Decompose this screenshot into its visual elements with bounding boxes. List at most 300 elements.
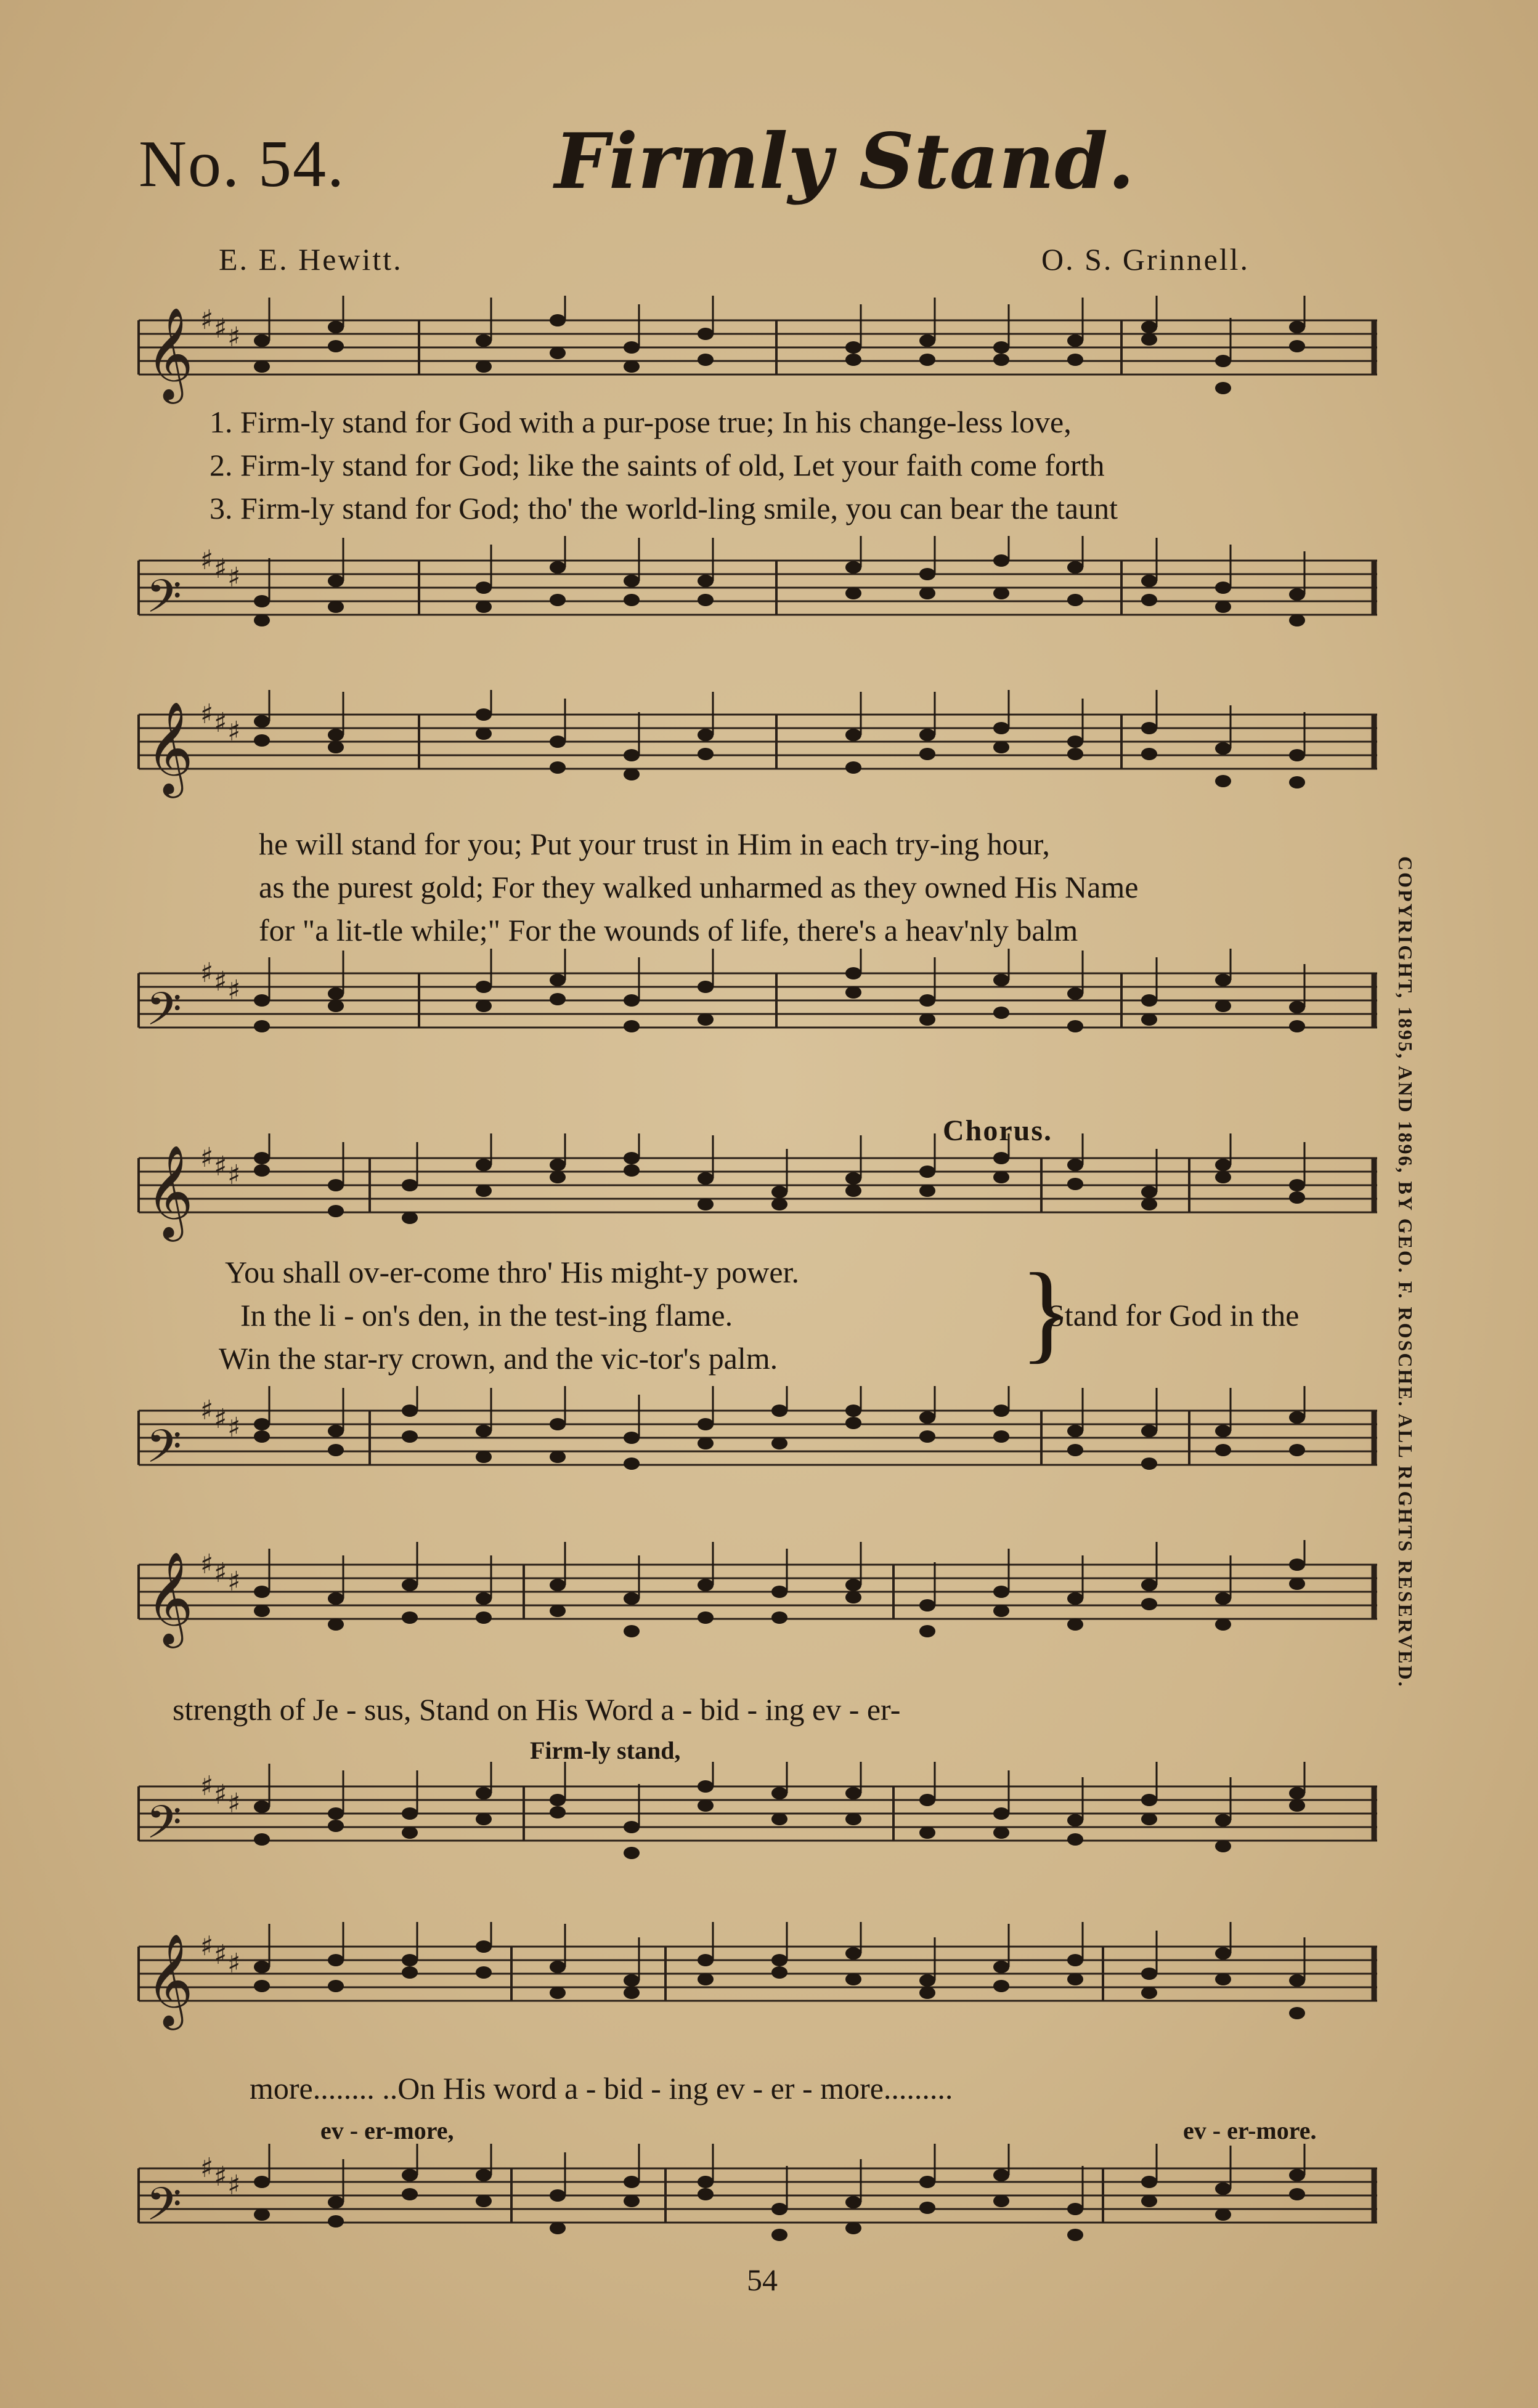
sharp-icon: ♯: [227, 1788, 241, 1819]
note-head: [1215, 1814, 1231, 1826]
sharp-icon: ♯: [200, 699, 214, 730]
note-head: [1215, 974, 1231, 986]
note-head: [402, 1807, 418, 1820]
system-5-bass-text-right: ev - er-more.: [1183, 2117, 1317, 2144]
note-head: [328, 601, 344, 613]
note-head: [1141, 1186, 1157, 1198]
note-head: [1067, 1020, 1083, 1032]
note-head: [919, 334, 935, 347]
sharp-icon: ♯: [227, 562, 241, 593]
note-head: [1141, 1457, 1157, 1470]
system-1-treble-staff: [0, 296, 1538, 407]
note-head: [1289, 2169, 1305, 2181]
note-head: [698, 1579, 714, 1591]
note-head: [919, 587, 935, 599]
sharp-icon: ♯: [200, 957, 214, 989]
note-head: [328, 1820, 344, 1832]
page-number: 54: [747, 2263, 778, 2297]
system-2-verse-1: he will stand for you; Put your trust in Him in each try-ing hour,: [259, 827, 1050, 861]
note-head: [1141, 1013, 1157, 1026]
note-head: [1215, 582, 1231, 594]
note-head: [845, 1185, 861, 1197]
note-head: [254, 734, 270, 747]
note-head: [254, 1980, 270, 1992]
note-head: [1215, 2208, 1231, 2221]
note-head: [698, 575, 714, 587]
note-head: [328, 1980, 344, 1992]
system-2-treble-staff: [0, 690, 1538, 801]
treble-clef-icon: 𝄞: [146, 306, 193, 400]
note-head: [476, 1787, 492, 1799]
note-head: [919, 354, 935, 366]
note-head: [1215, 742, 1231, 755]
note-head: [1141, 1198, 1157, 1210]
system-1-verse-2: 2. Firm-ly stand for God; like the saints of old, Let your faith come forth: [210, 448, 1105, 482]
note-head: [402, 1966, 418, 1979]
note-head: [550, 1451, 566, 1463]
note-head: [476, 708, 492, 721]
note-head: [476, 1611, 492, 1624]
note-head: [402, 2188, 418, 2200]
note-head: [550, 1806, 566, 1818]
bass-clef-icon: 𝄢: [146, 1420, 182, 1485]
chorus-text: Stand for God in the: [1048, 1298, 1300, 1332]
note-head: [550, 561, 566, 574]
note-head: [1067, 1833, 1083, 1846]
note-head: [402, 1212, 418, 1224]
system-4-lyric: strength of Je - sus, Stand on His Word a - bid - ing ev - er-: [173, 1692, 901, 1727]
note-head: [845, 561, 861, 574]
sharp-icon: ♯: [200, 1395, 214, 1426]
system-5-bass-text-left: ev - er-more,: [320, 2117, 454, 2144]
note-head: [1067, 1592, 1083, 1605]
note-head: [1067, 334, 1083, 347]
note-head: [328, 340, 344, 352]
sharp-icon: ♯: [200, 2152, 214, 2184]
sharp-icon: ♯: [200, 545, 214, 576]
system-3-verse-3: Win the star-ry crown, and the vic-tor's palm.: [219, 1341, 778, 1376]
note-head: [1067, 1814, 1083, 1826]
lyricist-credit: E. E. Hewitt.: [219, 242, 403, 277]
note-head: [993, 587, 1009, 599]
note-head: [771, 1186, 787, 1198]
note-head: [919, 1826, 935, 1839]
note-head: [1215, 1618, 1231, 1631]
note-head: [845, 729, 861, 741]
sharp-icon: ♯: [214, 1403, 227, 1435]
note-head: [254, 1605, 270, 1617]
note-head: [845, 1417, 861, 1429]
note-head: [1141, 594, 1157, 606]
treble-clef-icon: 𝄞: [146, 1932, 193, 2026]
note-head: [550, 314, 566, 326]
note-head: [476, 981, 492, 993]
sharp-icon: ♯: [200, 304, 214, 336]
note-head: [845, 1973, 861, 1985]
note-head: [1215, 1973, 1231, 1985]
note-head: [1289, 614, 1305, 626]
note-head: [993, 1826, 1009, 1839]
note-head: [1141, 333, 1157, 346]
sharp-icon: ♯: [227, 1566, 241, 1597]
sharp-icon: ♯: [200, 1549, 214, 1580]
note-head: [698, 748, 714, 760]
note-head: [1067, 1973, 1083, 1985]
note-head: [698, 2188, 714, 2200]
note-head: [402, 1826, 418, 1839]
note-head: [550, 993, 566, 1005]
note-head: [624, 1625, 640, 1637]
note-head: [476, 2169, 492, 2181]
note-head: [1141, 1794, 1157, 1806]
note-head: [1215, 601, 1231, 613]
note-head: [624, 749, 640, 761]
note-head: [328, 987, 344, 1000]
sharp-icon: ♯: [227, 1412, 241, 1443]
note-head: [1215, 1171, 1231, 1183]
sharp-icon: ♯: [214, 1779, 227, 1810]
note-head: [550, 594, 566, 606]
note-head: [402, 1579, 418, 1591]
note-head: [254, 1586, 270, 1598]
note-head: [845, 986, 861, 999]
note-head: [1141, 1579, 1157, 1591]
note-head: [550, 1794, 566, 1806]
note-head: [402, 1179, 418, 1191]
hymn-number: No. 54.: [139, 128, 345, 201]
note-head: [476, 1940, 492, 1953]
note-head: [993, 1171, 1009, 1183]
note-head: [624, 994, 640, 1007]
note-head: [698, 1799, 714, 1812]
note-head: [845, 1579, 861, 1591]
note-head: [254, 715, 270, 728]
note-head: [1067, 1425, 1083, 1437]
treble-clef-icon: 𝄞: [146, 1144, 193, 1238]
note-head: [698, 1198, 714, 1210]
note-head: [328, 1954, 344, 1966]
note-head: [254, 1020, 270, 1032]
note-head: [845, 761, 861, 774]
note-head: [845, 1787, 861, 1799]
chorus-label: Chorus.: [943, 1114, 1053, 1147]
note-head: [254, 1801, 270, 1813]
note-head: [254, 1164, 270, 1177]
sharp-icon: ♯: [200, 1142, 214, 1174]
note-head: [328, 1205, 344, 1217]
note-head: [550, 974, 566, 986]
note-head: [254, 994, 270, 1007]
sharp-icon: ♯: [227, 322, 241, 353]
note-head: [254, 1430, 270, 1443]
sharp-icon: ♯: [214, 966, 227, 997]
note-head: [1289, 1191, 1305, 1204]
note-head: [476, 1451, 492, 1463]
note-head: [1141, 722, 1157, 734]
note-head: [402, 1611, 418, 1624]
note-head: [550, 347, 566, 359]
note-head: [550, 736, 566, 748]
note-head: [1067, 1954, 1083, 1966]
note-head: [1067, 594, 1083, 606]
note-head: [1141, 1987, 1157, 1999]
note-head: [919, 1165, 935, 1178]
sharp-icon: ♯: [200, 1931, 214, 1962]
note-head: [328, 1000, 344, 1012]
note-head: [624, 1457, 640, 1470]
note-head: [919, 994, 935, 1007]
sharp-icon: ♯: [214, 2161, 227, 2192]
note-head: [1067, 1618, 1083, 1631]
note-head: [919, 1625, 935, 1637]
note-head: [328, 1179, 344, 1191]
note-head: [771, 2229, 787, 2241]
note-head: [476, 582, 492, 594]
note-head: [993, 1605, 1009, 1617]
note-head: [1141, 994, 1157, 1007]
note-head: [919, 1987, 935, 1999]
note-head: [476, 2195, 492, 2207]
system-4-treble-staff: [0, 1540, 1538, 1651]
note-head: [624, 1164, 640, 1177]
note-head: [254, 360, 270, 373]
note-head: [1289, 2007, 1305, 2019]
note-head: [1289, 1444, 1305, 1456]
note-head: [919, 729, 935, 741]
note-head: [624, 1592, 640, 1605]
note-head: [993, 741, 1009, 753]
bass-clef-icon: 𝄢: [146, 1796, 182, 1860]
note-head: [550, 1579, 566, 1591]
note-head: [919, 1599, 935, 1611]
note-head: [550, 2222, 566, 2234]
note-head: [1289, 1974, 1305, 1987]
note-head: [698, 594, 714, 606]
note-head: [993, 1007, 1009, 1019]
note-head: [254, 1152, 270, 1164]
note-head: [1141, 2195, 1157, 2207]
note-head: [1215, 1444, 1231, 1456]
note-head: [698, 1954, 714, 1966]
note-head: [254, 614, 270, 626]
note-head: [919, 1974, 935, 1987]
note-head: [624, 1020, 640, 1032]
note-head: [1141, 1813, 1157, 1825]
note-head: [328, 1592, 344, 1605]
note-head: [476, 360, 492, 373]
note-head: [476, 1000, 492, 1012]
note-head: [845, 587, 861, 599]
note-head: [698, 1172, 714, 1185]
note-head: [476, 1425, 492, 1437]
note-head: [993, 1430, 1009, 1443]
note-head: [624, 1432, 640, 1444]
sharp-icon: ♯: [214, 1557, 227, 1589]
note-head: [1141, 1598, 1157, 1610]
note-head: [1215, 775, 1231, 787]
note-head: [476, 334, 492, 347]
system-4-bass-staff: [0, 1762, 1538, 1873]
note-head: [402, 1430, 418, 1443]
system-1-bass-staff: [0, 536, 1538, 647]
note-head: [624, 1987, 640, 1999]
note-head: [328, 2215, 344, 2228]
sharp-icon: ♯: [200, 1770, 214, 1802]
note-head: [476, 1592, 492, 1605]
note-head: [1067, 1178, 1083, 1190]
note-head: [919, 568, 935, 580]
note-head: [476, 1813, 492, 1825]
note-head: [624, 341, 640, 354]
note-head: [254, 2176, 270, 2188]
sharp-icon: ♯: [214, 1151, 227, 1182]
note-head: [1289, 340, 1305, 352]
note-head: [624, 2176, 640, 2188]
note-head: [1067, 1444, 1083, 1456]
treble-clef-icon: 𝄞: [146, 700, 193, 794]
note-head: [845, 1591, 861, 1603]
note-head: [845, 341, 861, 354]
note-head: [1289, 1411, 1305, 1424]
bass-clef-icon: 𝄢: [146, 983, 182, 1047]
note-head: [402, 1405, 418, 1417]
sharp-icon: ♯: [214, 1939, 227, 1971]
note-head: [698, 1013, 714, 1026]
note-head: [624, 1974, 640, 1987]
note-head: [919, 2176, 935, 2188]
note-head: [1141, 1968, 1157, 1980]
note-head: [476, 1159, 492, 1171]
note-head: [771, 2203, 787, 2215]
note-head: [1067, 736, 1083, 748]
note-head: [1215, 2183, 1231, 2195]
note-head: [550, 1418, 566, 1430]
system-1-verse-1: 1. Firm-ly stand for God with a pur-pose true; In his change-less love,: [210, 405, 1072, 439]
note-head: [1289, 1001, 1305, 1013]
note-head: [1215, 1000, 1231, 1012]
note-head: [1289, 1799, 1305, 1812]
note-head: [254, 1418, 270, 1430]
system-2-bass-staff: [0, 949, 1538, 1060]
note-head: [845, 967, 861, 979]
system-1-verse-3: 3. Firm-ly stand for God; tho' the world-ling smile, you can bear the taunt: [210, 491, 1118, 525]
note-head: [624, 594, 640, 606]
note-head: [1289, 1787, 1305, 1799]
note-head: [328, 1444, 344, 1456]
note-head: [1141, 575, 1157, 587]
note-head: [1215, 1840, 1231, 1852]
note-head: [624, 2195, 640, 2207]
note-head: [1289, 588, 1305, 601]
note-head: [845, 2196, 861, 2208]
note-head: [1215, 1947, 1231, 1960]
system-5-bass-staff: [0, 2144, 1538, 2255]
note-head: [698, 1973, 714, 1985]
note-head: [550, 1159, 566, 1171]
note-head: [1067, 748, 1083, 760]
note-head: [698, 1780, 714, 1793]
note-head: [845, 2222, 861, 2234]
note-head: [550, 2189, 566, 2202]
note-head: [402, 2169, 418, 2181]
sharp-icon: ♯: [214, 553, 227, 585]
note-head: [1215, 382, 1231, 394]
composer-credit: O. S. Grinnell.: [1041, 242, 1250, 277]
note-head: [1141, 748, 1157, 760]
note-head: [845, 354, 861, 366]
note-head: [550, 1961, 566, 1973]
system-3-verse-1: You shall ov-er-come thro' His might-y power.: [225, 1255, 799, 1289]
note-head: [771, 1954, 787, 1966]
sharp-icon: ♯: [227, 716, 241, 747]
note-head: [993, 1586, 1009, 1598]
note-head: [993, 341, 1009, 354]
note-head: [993, 354, 1009, 366]
sharp-icon: ♯: [227, 1948, 241, 1979]
note-head: [1067, 1159, 1083, 1171]
note-head: [624, 360, 640, 373]
note-head: [1141, 1425, 1157, 1437]
note-head: [550, 761, 566, 774]
note-head: [624, 575, 640, 587]
note-head: [698, 1418, 714, 1430]
note-head: [1289, 1578, 1305, 1590]
note-head: [1289, 749, 1305, 761]
sharp-icon: ♯: [227, 2170, 241, 2201]
note-head: [402, 1954, 418, 1966]
note-head: [624, 1847, 640, 1859]
note-head: [919, 1013, 935, 1026]
note-head: [993, 2195, 1009, 2207]
hymn-title: Firmly Stand.: [555, 117, 1135, 206]
note-head: [254, 595, 270, 607]
note-head: [1289, 1179, 1305, 1191]
note-head: [1215, 1425, 1231, 1437]
note-head: [328, 2196, 344, 2208]
note-head: [624, 768, 640, 780]
note-head: [698, 729, 714, 741]
bass-clef-icon: 𝄢: [146, 2178, 182, 2242]
note-head: [993, 1152, 1009, 1164]
note-head: [771, 1405, 787, 1417]
note-head: [328, 729, 344, 741]
note-head: [771, 1198, 787, 1210]
note-head: [698, 328, 714, 340]
note-head: [771, 1586, 787, 1598]
note-head: [1067, 354, 1083, 366]
note-head: [771, 1787, 787, 1799]
note-head: [476, 1185, 492, 1197]
sharp-icon: ♯: [214, 313, 227, 344]
note-head: [624, 1152, 640, 1164]
note-head: [919, 1430, 935, 1443]
note-head: [1141, 2176, 1157, 2188]
note-head: [993, 2169, 1009, 2181]
note-head: [919, 1185, 935, 1197]
note-head: [771, 1611, 787, 1624]
note-head: [328, 1618, 344, 1631]
note-head: [328, 321, 344, 333]
note-head: [698, 981, 714, 993]
note-head: [328, 575, 344, 587]
note-head: [993, 1405, 1009, 1417]
note-head: [624, 1821, 640, 1833]
note-head: [254, 1833, 270, 1846]
note-head: [919, 1411, 935, 1424]
note-head: [845, 1813, 861, 1825]
note-head: [771, 1437, 787, 1449]
note-head: [845, 1947, 861, 1960]
